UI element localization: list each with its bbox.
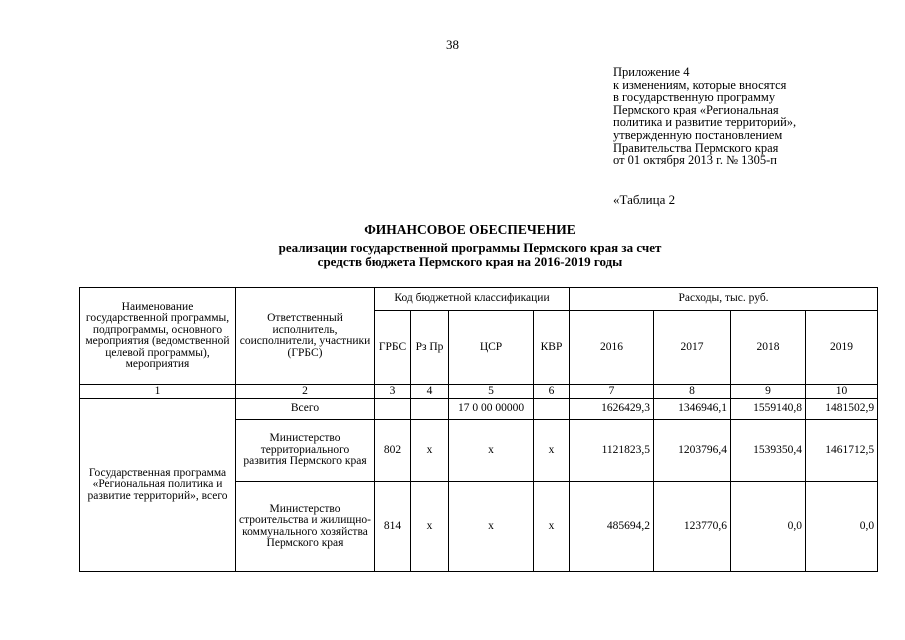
appendix-line: политика и развитие территорий»,	[613, 115, 797, 130]
kvr-cell: х	[534, 482, 570, 572]
subtitle-line: реализации государственной программы Пермского края за счет	[278, 240, 662, 255]
table-label: «Таблица 2	[613, 192, 676, 207]
responsible-cell: Министерство строительства и жилищно-коммунального хозяйства Пермского края	[236, 482, 375, 572]
value-cell-2017: 1346946,1	[654, 399, 731, 420]
column-number: 8	[654, 385, 731, 399]
grbs-cell: 802	[375, 420, 411, 482]
subtitle-line: средств бюджета Пермского края на 2016-2019 годы	[317, 253, 623, 269]
header-grbs: ГРБС	[375, 311, 411, 385]
column-number: 5	[449, 385, 534, 399]
appendix-line: к изменениям, которые вносятся	[613, 77, 787, 92]
appendix-note	[613, 66, 796, 167]
value-cell-2019: 1481502,9	[806, 399, 878, 420]
appendix-line: Приложение 4	[613, 65, 690, 79]
grbs-cell	[375, 399, 411, 420]
column-number: 1	[80, 385, 236, 399]
column-number: 4	[411, 385, 449, 399]
header-year: 2018	[731, 311, 806, 385]
header-responsible: Ответственный исполнитель, соисполнители, участники (ГРБС)	[236, 288, 375, 385]
financing-table	[79, 287, 878, 572]
appendix-line: в государственную программу	[613, 90, 776, 105]
value-cell-2016: 485694,2	[570, 482, 654, 572]
column-number: 7	[570, 385, 654, 399]
header-kvr: КВР	[534, 311, 570, 385]
csr-cell: 17 0 00 00000	[449, 399, 534, 420]
rz-pr-cell: х	[411, 420, 449, 482]
column-number: 3	[375, 385, 411, 399]
value-cell-2018: 1539350,4	[731, 420, 806, 482]
header-expenses: Расходы, тыс. руб.	[570, 288, 878, 311]
program-name-cell: Государственная программа «Региональная политика и развитие территорий», всего	[80, 399, 236, 572]
responsible-cell: Министерство территориального развития Пермского края	[236, 420, 375, 482]
rz-pr-cell: х	[411, 482, 449, 572]
appendix-line: утвержденную постановлением	[613, 127, 783, 142]
value-cell-2017: 123770,6	[654, 482, 731, 572]
header-year: 2016	[570, 311, 654, 385]
appendix-line: Правительства Пермского края	[613, 140, 779, 155]
header-row	[80, 288, 878, 311]
value-cell-2019: 0,0	[806, 482, 878, 572]
grbs-cell: 814	[375, 482, 411, 572]
document-subtitle	[0, 241, 905, 268]
column-number: 2	[236, 385, 375, 399]
column-number: 9	[731, 385, 806, 399]
column-number: 10	[806, 385, 878, 399]
table-row	[80, 399, 878, 420]
value-cell-2016: 1626429,3	[570, 399, 654, 420]
appendix-line: от 01 октября 2013 г. № 1305-п	[613, 153, 777, 168]
page-number: 38	[446, 37, 459, 52]
csr-cell: х	[449, 420, 534, 482]
kvr-cell: х	[534, 420, 570, 482]
column-number-row	[80, 385, 878, 399]
value-cell-2016: 1121823,5	[570, 420, 654, 482]
header-year: 2017	[654, 311, 731, 385]
responsible-cell: Всего	[236, 399, 375, 420]
header-year: 2019	[806, 311, 878, 385]
column-number: 6	[534, 385, 570, 399]
value-cell-2018: 0,0	[731, 482, 806, 572]
rz-pr-cell	[411, 399, 449, 420]
header-budget-code: Код бюджетной классификации	[375, 288, 570, 311]
kvr-cell	[534, 399, 570, 420]
csr-cell: х	[449, 482, 534, 572]
value-cell-2018: 1559140,8	[731, 399, 806, 420]
document-title: ФИНАНСОВОЕ ОБЕСПЕЧЕНИЕ	[364, 222, 576, 237]
header-name: Наименование государственной программы, подпрограммы, основного мероприятия (ведомственной целевой программы), мероприятия	[80, 288, 236, 385]
value-cell-2017: 1203796,4	[654, 420, 731, 482]
header-csr: ЦСР	[449, 311, 534, 385]
appendix-line: Пермского края «Региональная	[613, 102, 779, 117]
value-cell-2019: 1461712,5	[806, 420, 878, 482]
header-rz-pr: Рз Пр	[411, 311, 449, 385]
